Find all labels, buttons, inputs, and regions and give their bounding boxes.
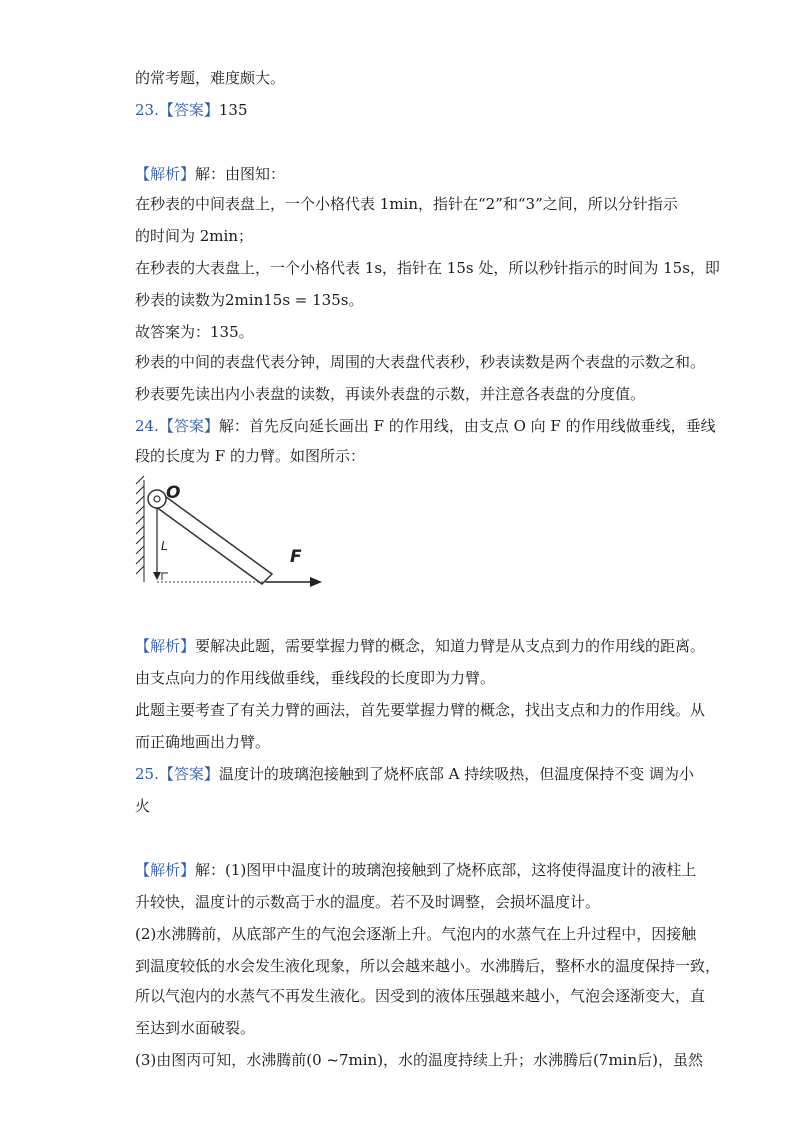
analysis-23-line [135, 164, 285, 184]
analysis-tag: 【解析】 [135, 637, 196, 655]
text-line: 段的长度为 F 的力臂。如图所示： [135, 447, 365, 465]
text-line: 的时间为 2min； [135, 227, 253, 245]
lever-diagram-svg [130, 470, 340, 600]
answer-tag: 【答案】 [158, 101, 219, 119]
text-line: 升较快，温度计的示数高于水的温度。若不及时调整，会损坏温度计。 [135, 893, 601, 911]
question-number: 23. [135, 101, 159, 119]
text-line: 秒表的读数为2min15s = 135s。 [135, 291, 364, 309]
analysis-tag: 【解析】 [135, 861, 196, 879]
wall-hatching [136, 476, 144, 582]
text-line: 此题主要考查了有关力臂的画法，首先要掌握力臂的概念，找出支点和力的作用线。从 [135, 701, 706, 719]
answer-text: 135 [218, 101, 248, 119]
answer-25-line [135, 764, 694, 784]
text-line: 秒表要先读出内小表盘的读数，再读外表盘的示数，并注意各表盘的分度值。 [135, 385, 646, 403]
question-number: 24. [135, 417, 159, 435]
text-line: 所以气泡内的水蒸气不再发生液化。因受到的液体压强越来越小，气泡会逐渐变大，直 [135, 987, 706, 1005]
text-line: (2)水沸腾前，从底部产生的气泡会逐渐上升。气泡内的水蒸气在上升过程中，因接触 [135, 925, 697, 943]
lever-rod [152, 494, 272, 584]
text-line: (3)由图丙可知，水沸腾前(0 ~7min)，水的温度持续上升；水沸腾后(7min后)，虽然 [135, 1051, 703, 1069]
text-line: 故答案为：135。 [135, 323, 254, 341]
text-line: 秒表的中间的表盘代表分钟，周围的大表盘代表秒，秒表读数是两个表盘的示数之和。 [135, 353, 706, 371]
lever-diagram [130, 470, 340, 600]
pivot-inner [154, 496, 160, 502]
text-line: 在秒表的中间表盘上，一个小格代表 1min，指针在“2”和“3”之间，所以分针指示 [135, 195, 678, 213]
answer-text: 解：首先反向延长画出 F 的作用线，由支点 O 向 F 的作用线做垂线，垂线 [218, 417, 716, 435]
text-line: 到温度较低的水会发生液化现象，所以会越来越小。水沸腾后，整杯水的温度保持一致， [135, 957, 721, 975]
question-number: 25. [135, 765, 159, 783]
pivot-label: O [166, 483, 181, 503]
analysis-25-line [135, 860, 696, 880]
analysis-text: 要解决此题，需要掌握力臂的概念，知道力臂是从支点到力的作用线的距离。 [195, 637, 706, 655]
right-angle-mark [162, 573, 168, 580]
answer-tag: 【答案】 [158, 417, 219, 435]
text-line: 火 [135, 797, 151, 815]
analysis-24-line [135, 636, 705, 656]
answer-tag: 【答案】 [158, 765, 219, 783]
answer-24-line [135, 416, 716, 436]
text-line: 在秒表的大表盘上，一个小格代表 1s，指针在 15s 处，所以秒针指示的时间为 15s，即 [135, 259, 720, 277]
force-arrowhead [310, 577, 322, 587]
lever-arm-arrowhead [153, 572, 161, 580]
analysis-text: 解：由图知： [195, 165, 286, 183]
answer-text: 温度计的玻璃泡接触到了烧杯底部 A 持续吸热，但温度保持不变 调为小 [218, 765, 695, 783]
force-label: F [290, 547, 302, 567]
text-line: 而正确地画出力臂。 [135, 733, 271, 751]
answer-23-line [135, 100, 248, 120]
arm-label: L [161, 539, 168, 553]
analysis-text: 解：(1)图甲中温度计的玻璃泡接触到了烧杯底部，这将使得温度计的液柱上 [195, 861, 697, 879]
analysis-tag: 【解析】 [135, 165, 196, 183]
text-line: 的常考题，难度颇大。 [135, 69, 286, 87]
text-line: 至达到水面破裂。 [135, 1019, 256, 1037]
text-line: 由支点向力的作用线做垂线，垂线段的长度即为力臂。 [135, 669, 496, 687]
